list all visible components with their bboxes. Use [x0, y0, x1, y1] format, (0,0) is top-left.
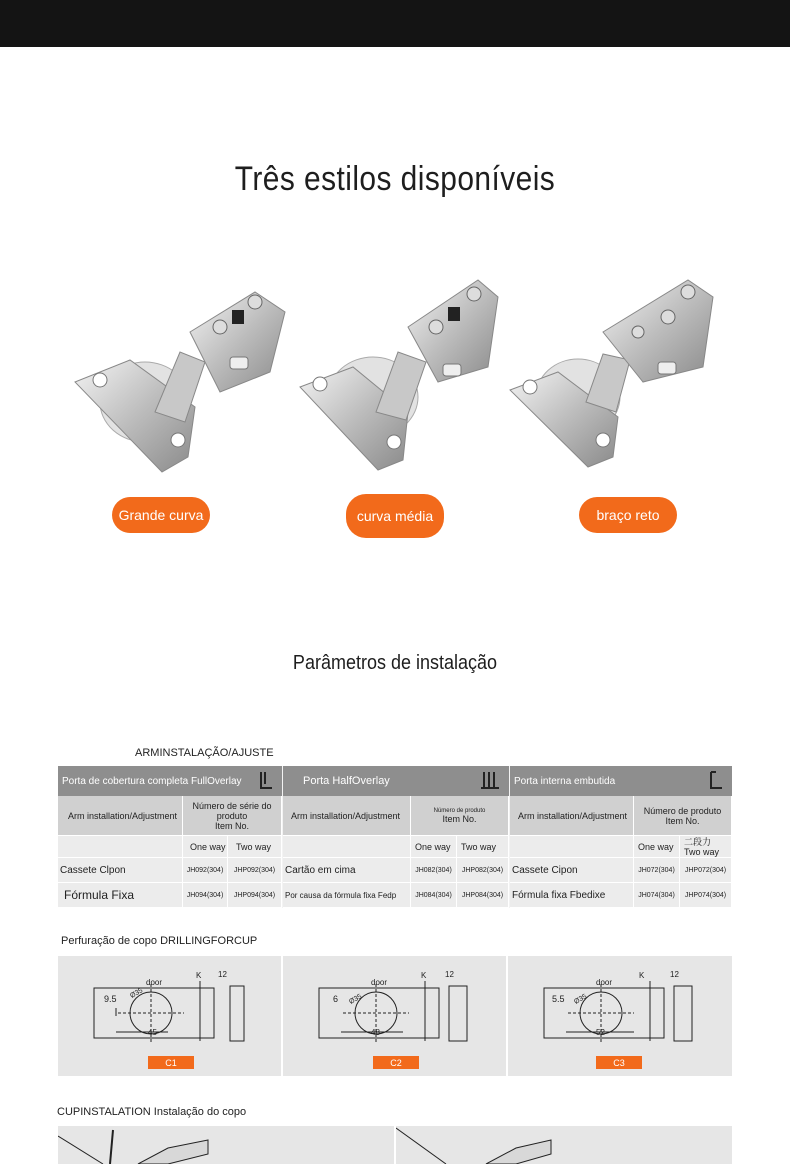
arm-installation-header-3: Arm installation/Adjustment: [510, 796, 634, 836]
two-way-header-1: Two way: [228, 836, 282, 858]
thickness-label: 12: [218, 970, 227, 979]
bottom-dim-label: 45: [148, 1028, 157, 1037]
table-cell-two-way: JHP084(304): [457, 883, 509, 908]
half-overlay-icon: [479, 771, 501, 791]
table-row-name: Cassete Cipon: [510, 858, 634, 883]
parameter-table: [58, 766, 732, 908]
table-group-header-full-overlay: Porta de cobertura completa FullOverlay: [58, 766, 282, 796]
arm-installation-header-1: Arm installation/Adjustment: [58, 796, 183, 836]
table-cell-one-way: JH092(304): [183, 858, 228, 883]
door-label: door: [371, 978, 388, 987]
item-no-header-2: Número de produto Item No.: [411, 796, 509, 836]
hinge-medium-curve-image: [298, 272, 518, 482]
table-cell-two-way: JHP094(304): [228, 883, 282, 908]
style-label-straight-arm: braço reto: [579, 497, 677, 533]
item-no-header-1: Número de série do produto Item No.: [183, 796, 282, 836]
code-badge-c1: C1: [148, 1056, 194, 1069]
inset-door-icon: [708, 771, 724, 791]
one-way-header-3: One way: [634, 836, 680, 858]
cup-install-panel-1: [58, 1126, 394, 1164]
k-label: K: [421, 971, 427, 980]
offset-label: 6: [333, 994, 339, 1004]
thickness-label: 12: [445, 970, 454, 979]
diameter-label: Ø35: [573, 993, 589, 1006]
k-label: K: [196, 971, 202, 980]
offset-label: 9.5: [104, 994, 117, 1004]
drilling-panel-c3: [508, 956, 732, 1076]
table-cell-two-way: JHP092(304): [228, 858, 282, 883]
table-row-name: Por causa da fórmula fixa Fedp: [283, 883, 411, 908]
table-cell-one-way: JH074(304): [634, 883, 680, 908]
two-way-header-2: Two way: [457, 836, 509, 858]
thickness-label: 12: [670, 970, 679, 979]
code-badge-c2: C2: [373, 1056, 419, 1069]
offset-label: 5.5: [552, 994, 565, 1004]
one-way-header-2: One way: [411, 836, 457, 858]
bottom-dim-label: 48: [371, 1028, 380, 1037]
cup-section-label: CUPINSTALATION Instalação do copo: [57, 1106, 247, 1118]
bottom-dim-label: 52: [596, 1028, 605, 1037]
cup-install-diagram-1: [58, 1126, 394, 1164]
table-row-name: Cartão em cima: [283, 858, 411, 883]
one-way-header-1: One way: [183, 836, 228, 858]
table-group-header-half-overlay: Porta HalfOverlay: [283, 766, 509, 796]
arm-section-label: ARMINSTALAÇÃO/AJUSTE: [135, 747, 274, 759]
code-badge-c3: C3: [596, 1056, 642, 1069]
k-label: K: [639, 971, 645, 980]
table-row-name: Cassete Clpon: [58, 858, 183, 883]
drilling-panel-c1: [58, 956, 281, 1076]
table-cell-one-way: JH072(304): [634, 858, 680, 883]
table-cell-two-way: JHP082(304): [457, 858, 509, 883]
cup-install-panel-2: [396, 1126, 732, 1164]
style-label-medium-curve: curva média: [346, 494, 444, 538]
table-group-header-inset: Porta interna embutida: [510, 766, 732, 796]
arm-installation-header-2: Arm installation/Adjustment: [283, 796, 411, 836]
drilling-section-label: Perfuração de copo DRILLINGFORCUP: [61, 935, 258, 947]
full-overlay-icon: [258, 771, 274, 791]
cup-install-diagram-2: [396, 1126, 732, 1164]
diameter-label: Ø35: [129, 987, 145, 1000]
table-cell-one-way: JH084(304): [411, 883, 457, 908]
door-label: door: [146, 978, 163, 987]
diameter-label: Ø35: [348, 993, 364, 1006]
item-no-header-3: Número de produto Item No.: [634, 796, 732, 836]
hinge-big-curve-image: [70, 272, 290, 482]
table-cell-two-way: JHP072(304): [680, 858, 732, 883]
two-way-header-3: 二段力 Two way: [680, 836, 732, 858]
style-label-big-curve: Grande curva: [112, 497, 210, 533]
page-title: Três estilos disponíveis: [234, 160, 556, 198]
hinge-straight-arm-image: [508, 272, 728, 482]
drilling-panel-c2: [283, 956, 506, 1076]
section-title-installation: Parâmetros de instalação: [292, 652, 498, 674]
table-cell-one-way: JH094(304): [183, 883, 228, 908]
top-banner: [0, 0, 790, 47]
table-cell-one-way: JH082(304): [411, 858, 457, 883]
table-cell-two-way: JHP074(304): [680, 883, 732, 908]
table-row-name: Fórmula Fixa: [58, 883, 183, 908]
table-row-name: Fórmula fixa Fbedixe: [510, 883, 634, 908]
door-label: door: [596, 978, 613, 987]
